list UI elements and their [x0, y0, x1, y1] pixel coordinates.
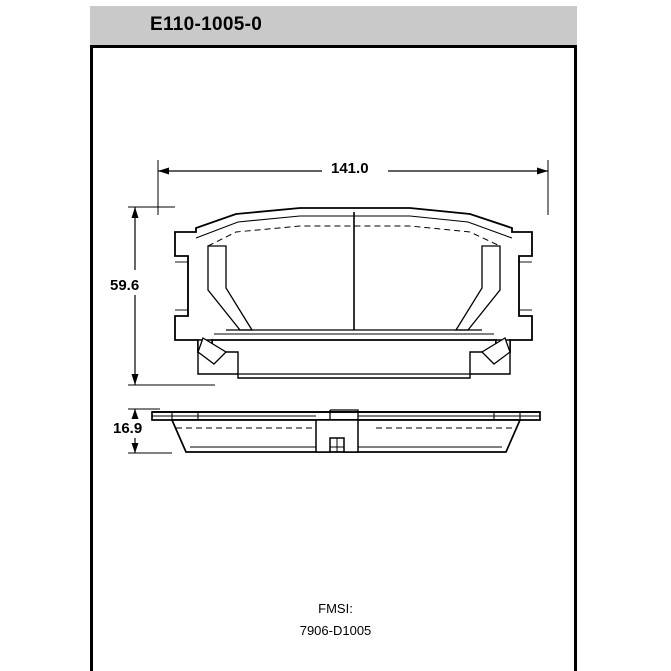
pad-front-view: [175, 208, 532, 378]
fmsi-value: 7906-D1005: [299, 623, 372, 638]
part-number-label: E110-1005-0: [150, 14, 263, 35]
fmsi-label: FMSI:: [318, 601, 353, 616]
footer-block: [0, 598, 671, 642]
dimension-width-label: 141.0: [331, 160, 369, 177]
pad-side-view: [152, 410, 540, 452]
dimension-thickness-label: 16.9: [113, 420, 143, 437]
dimension-height-label: 59.6: [110, 277, 140, 294]
width-dimension-line: [158, 160, 548, 215]
